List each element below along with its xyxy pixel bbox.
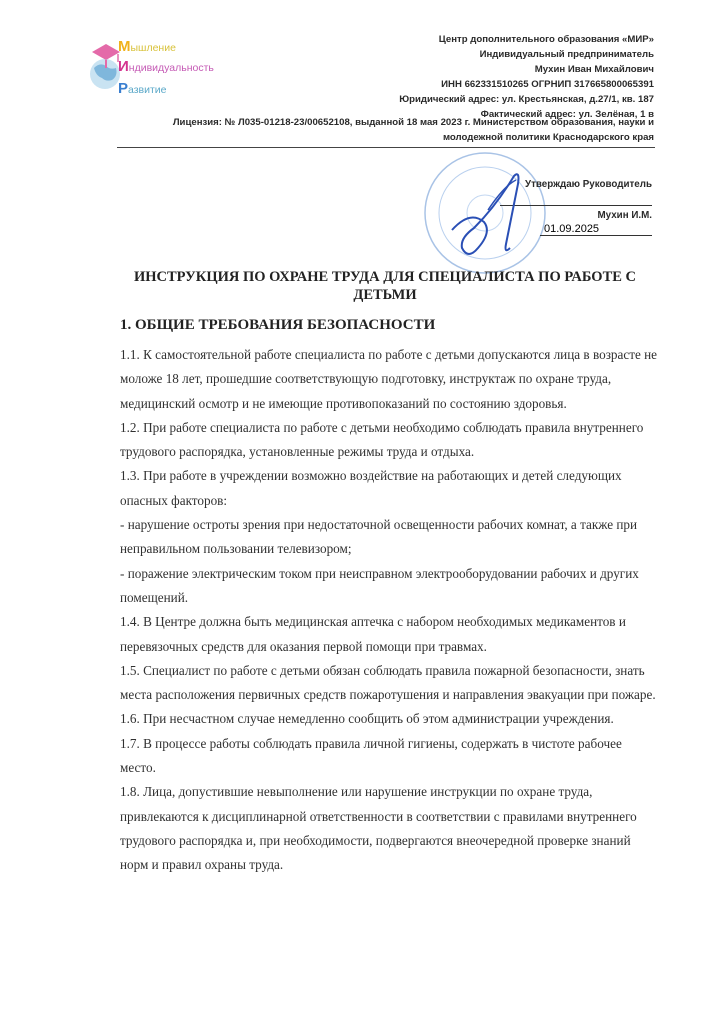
director-name: Мухин И.М. (597, 210, 652, 221)
license-line: молодежной политики Краснодарского края (442, 132, 654, 143)
paragraph: - поражение электрическим током при неисправном электрооборудовании рабочих и других помещений. (120, 565, 639, 605)
section-heading: 1. ОБЩИЕ ТРЕБОВАНИЯ БЕЗОПАСНОСТИ (120, 317, 436, 333)
license-info (118, 115, 654, 145)
logo-word-2: Индивидуальность (118, 58, 214, 75)
globe-icon (88, 36, 122, 102)
date-underline (540, 235, 652, 236)
org-line: Мухин Иван Михайлович (534, 64, 654, 75)
logo-word-1: Мышление (118, 38, 176, 55)
org-line: Фактический адрес: ул. Зелёная, 1 в (480, 109, 654, 120)
org-line: ИНН 662331510265 ОГРНИП 317665800065391 (441, 79, 654, 90)
paragraph: 1.2. При работе специалиста по работе с детьми необходимо соблюдать правила внутреннего трудового распорядка, установленные режимы труда и отдыха. (120, 419, 644, 460)
signature-icon (430, 170, 560, 270)
document-body (120, 343, 660, 878)
paragraph: 1.4. В Центре должна быть медицинская аптечка с набором необходимых медикаментов и перевязочных средств для оказания первой помощи при травмах. (120, 614, 626, 654)
approval-label: Утверждаю Руководитель (524, 179, 652, 190)
license-line: Лицензия: № Л035-01218-23/00652108, выданной 18 мая 2023 г. Министерством образования, науки и (172, 117, 654, 128)
header-divider (117, 147, 655, 148)
paragraph: 1.6. При несчастном случае немедленно сообщить об этом администрации учреждения. (120, 711, 614, 727)
paragraph: - нарушение остроты зрения при недостаточной освещенности рабочих комнат, а также при неправильном пользовании телевизором; (120, 517, 638, 557)
paragraph: 1.5. Специалист по работе с детьми обязан соблюдать правила пожарной безопасности, знать места расположения первичных средств пожаротушения и направления эвакуации при пожаре. (120, 662, 656, 703)
organization-logo (88, 36, 258, 102)
logo-word-3: Развитие (118, 80, 167, 97)
organization-details (354, 32, 654, 122)
document-title: ИНСТРУКЦИЯ ПО ОХРАНЕ ТРУДА ДЛЯ СПЕЦИАЛИСТА ПО РАБОТЕ С ДЕТЬМИ (133, 269, 637, 303)
paragraph: 1.8. Лица, допустившие невыполнение или нарушение инструкции по охране труда, привлекаются к дисциплинарной ответственности в соответствии с правилами внутреннего трудового распорядка и, при необходимости, подвергаются внеочередной проверке знаний норм и правил охраны труда. (120, 784, 637, 873)
paragraph: 1.7. В процессе работы соблюдать правила личной гигиены, содержать в чистоте рабочее место. (120, 735, 622, 776)
paragraph: 1.1. К самостоятельной работе специалиста по работе с детьми допускаются лица в возрасте не моложе 18 лет, прошедшие соответствующую подготовку, инструктаж по охране труда, медицинский осмотр и не имеющие противопоказаний по состоянию здоровья. (120, 347, 658, 411)
org-line: Юридический адрес: ул. Крестьянская, д.27/1, кв. 187 (399, 94, 654, 105)
approval-date: 01.09.2025 (544, 223, 600, 235)
org-line: Центр дополнительного образования «МИР» (438, 34, 654, 45)
org-line: Индивидуальный предприниматель (479, 49, 654, 60)
paragraph: 1.3. При работе в учреждении возможно воздействие на работающих и детей следующих опасных факторов: (120, 468, 622, 508)
